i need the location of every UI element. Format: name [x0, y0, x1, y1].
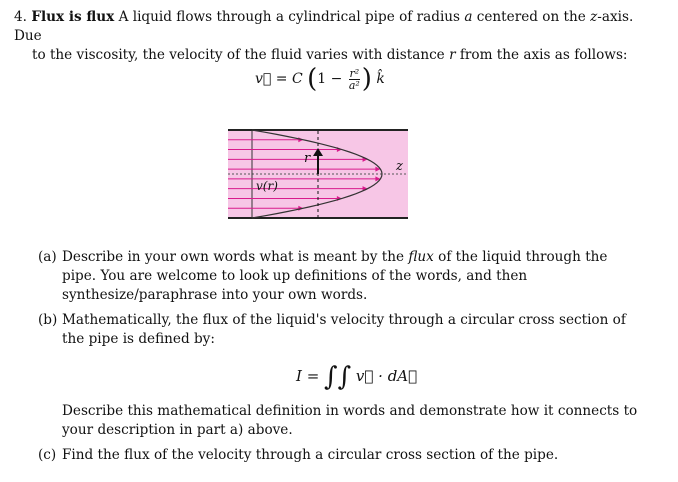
problem-number: 4.	[14, 9, 27, 25]
intro-text-2: centered on the	[472, 9, 591, 25]
eq1-paren-open: (	[307, 64, 318, 94]
eq1-numerator: r²	[349, 66, 360, 80]
intro-text-3: -axis. Due	[14, 9, 634, 44]
r-label: r	[304, 151, 311, 166]
axis-symbol: z	[590, 9, 598, 25]
part-a-text-2: of the liquid through the pipe. You are welcome to look up definitions of the words, and then synthesize/paraphrase into your own words.	[62, 249, 608, 303]
pipe-diagram	[228, 124, 408, 224]
v-label: v(r)	[256, 179, 278, 193]
intro-text-1: A liquid flows through a cylindrical pipe of radius	[114, 9, 465, 25]
part-c-label: (c)	[38, 447, 57, 463]
part-c-text: Find the flux of the velocity through a circular cross section of the pipe.	[62, 447, 559, 463]
eq1-paren-close: )	[361, 64, 372, 94]
pipe-svg	[228, 124, 408, 224]
double-integral-sign: ∫∫	[324, 362, 352, 392]
part-a-text-1: Describe in your own words what is meant by the	[62, 249, 409, 265]
r-symbol: r	[449, 47, 456, 63]
part-a-label: (a)	[38, 249, 57, 265]
part-c	[38, 446, 638, 465]
problem-statement	[14, 8, 654, 65]
eq2-lhs: I =	[296, 367, 320, 385]
part-b-followup: Describe this mathematical definition in words and demonstrate how it connects to your description in part a) above.	[62, 403, 638, 438]
part-b	[38, 311, 638, 349]
part-a-text	[62, 248, 638, 305]
eq2-integrand: v⃗ · dA⃗	[355, 367, 418, 385]
part-b-text: Mathematically, the flux of the liquid's velocity through a circular cross section of the pipe is defined by:	[62, 312, 626, 347]
eq1-lhs: v⃗ = C	[255, 71, 303, 87]
parts-list	[38, 248, 638, 355]
radius-symbol: a	[464, 9, 473, 25]
problem-line-2	[14, 46, 654, 65]
eq1-one-minus: 1 −	[317, 71, 343, 87]
part-a-emphasis: flux	[408, 249, 434, 265]
eq1-khat: k̂	[376, 71, 385, 87]
intro-text-4: to the viscosity, the velocity of the fluid varies with distance	[32, 47, 450, 63]
z-label: z	[396, 159, 403, 174]
eq1-denominator: a²	[348, 78, 360, 92]
problem-line-1	[14, 8, 654, 46]
velocity-equation	[255, 64, 385, 94]
part-b-label: (b)	[38, 312, 58, 328]
flux-equation	[296, 362, 417, 392]
intro-text-5: from the axis as follows:	[455, 47, 628, 63]
problem-title: Flux is flux	[31, 9, 115, 25]
eq1-fraction	[349, 68, 360, 91]
part-a	[38, 248, 638, 305]
